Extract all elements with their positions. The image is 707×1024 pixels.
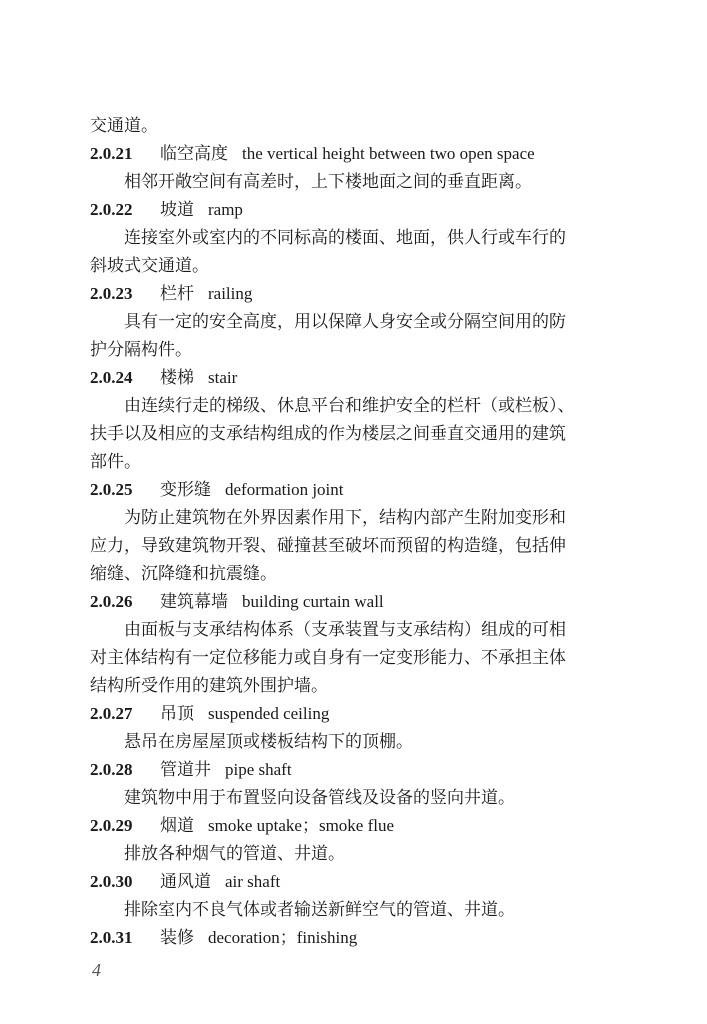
- definition-line: 悬吊在房屋屋顶或楼板结构下的顶棚。: [124, 732, 413, 752]
- term-english: air shaft: [225, 872, 281, 891]
- page-number: 4: [92, 960, 101, 980]
- definition-line: 相邻开敞空间有高差时，上下楼地面之间的垂直距离。: [124, 172, 532, 192]
- term-heading: [90, 280, 630, 308]
- term-chinese: 装修: [160, 928, 194, 948]
- term-english: smoke uptake；smoke flue: [208, 816, 395, 835]
- definition-line: 建筑物中用于布置竖向设备管线及设备的竖向井道。: [124, 788, 515, 808]
- term-heading: [90, 924, 630, 952]
- term-definition: [90, 224, 630, 280]
- term-definition: [90, 840, 630, 868]
- term-heading: [90, 588, 630, 616]
- term-chinese: 变形缝: [160, 480, 211, 500]
- term-number: 2.0.23: [90, 284, 133, 303]
- definition-line: 排除室内不良气体或者输送新鲜空气的管道、井道。: [124, 900, 515, 920]
- term-chinese: 栏杆: [160, 284, 194, 304]
- definition-line: 缩缝、沉降缝和抗震缝。: [90, 564, 277, 584]
- definition-line: 斜坡式交通道。: [90, 256, 209, 276]
- definition-line: 应力，导致建筑物开裂、碰撞甚至破坏而预留的构造缝，包括伸: [90, 536, 566, 556]
- definition-line: 具有一定的安全高度，用以保障人身安全或分隔空间用的防: [124, 312, 566, 332]
- term-heading: [90, 700, 630, 728]
- term-chinese: 烟道: [160, 816, 194, 836]
- term-number: 2.0.21: [90, 144, 133, 163]
- definition-line: 结构所受作用的建筑外围护墙。: [90, 676, 328, 696]
- term-number: 2.0.26: [90, 592, 133, 611]
- term-definition: [90, 728, 630, 756]
- term-number: 2.0.30: [90, 872, 133, 891]
- definition-line: 连接室外或室内的不同标高的楼面、地面，供人行或车行的: [124, 228, 566, 248]
- term-definition: [90, 308, 630, 364]
- term-definition: [90, 392, 630, 476]
- term-heading: [90, 140, 630, 168]
- definition-line: 由面板与支承结构体系（支承装置与支承结构）组成的可相: [124, 620, 566, 640]
- term-chinese: 管道井: [160, 760, 211, 780]
- term-chinese: 通风道: [160, 872, 211, 892]
- term-heading: [90, 868, 630, 896]
- term-number: 2.0.24: [90, 368, 133, 387]
- page-content: [90, 112, 630, 952]
- term-definition: [90, 896, 630, 924]
- term-chinese: 临空高度: [160, 144, 228, 164]
- term-heading: [90, 364, 630, 392]
- term-english: pipe shaft: [225, 760, 292, 779]
- term-chinese: 楼梯: [160, 368, 194, 388]
- term-english: the vertical height between two open space: [242, 144, 535, 163]
- entry-list: [90, 140, 630, 952]
- definition-line: 由连续行走的梯级、休息平台和维护安全的栏杆（或栏板）、: [124, 396, 575, 416]
- term-definition: [90, 616, 630, 700]
- term-heading: [90, 756, 630, 784]
- definition-line: 排放各种烟气的管道、井道。: [124, 844, 345, 864]
- term-number: 2.0.22: [90, 200, 133, 219]
- definition-line: 护分隔构件。: [90, 340, 192, 360]
- term-definition: [90, 504, 630, 588]
- term-heading: [90, 812, 630, 840]
- term-chinese: 建筑幕墙: [160, 592, 228, 612]
- term-definition: [90, 168, 630, 196]
- term-english: stair: [208, 368, 238, 387]
- term-english: railing: [208, 284, 253, 303]
- definition-line: 对主体结构有一定位移能力或自身有一定变形能力、不承担主体: [90, 648, 566, 668]
- term-number: 2.0.27: [90, 704, 133, 723]
- term-english: building curtain wall: [242, 592, 384, 611]
- term-heading: [90, 196, 630, 224]
- term-english: deformation joint: [225, 480, 344, 499]
- definition-line: 部件。: [90, 452, 141, 472]
- term-number: 2.0.25: [90, 480, 133, 499]
- definition-line: 扶手以及相应的支承结构组成的作为楼层之间垂直交通用的建筑: [90, 424, 566, 444]
- term-chinese: 坡道: [160, 200, 194, 220]
- term-number: 2.0.28: [90, 760, 133, 779]
- term-english: decoration；finishing: [208, 928, 358, 947]
- term-chinese: 吊顶: [160, 704, 194, 724]
- term-english: ramp: [208, 200, 243, 219]
- term-number: 2.0.31: [90, 928, 133, 947]
- term-definition: [90, 784, 630, 812]
- term-heading: [90, 476, 630, 504]
- intro-line: 交通道。: [90, 116, 158, 136]
- term-english: suspended ceiling: [208, 704, 330, 723]
- term-number: 2.0.29: [90, 816, 133, 835]
- definition-line: 为防止建筑物在外界因素作用下，结构内部产生附加变形和: [124, 508, 566, 528]
